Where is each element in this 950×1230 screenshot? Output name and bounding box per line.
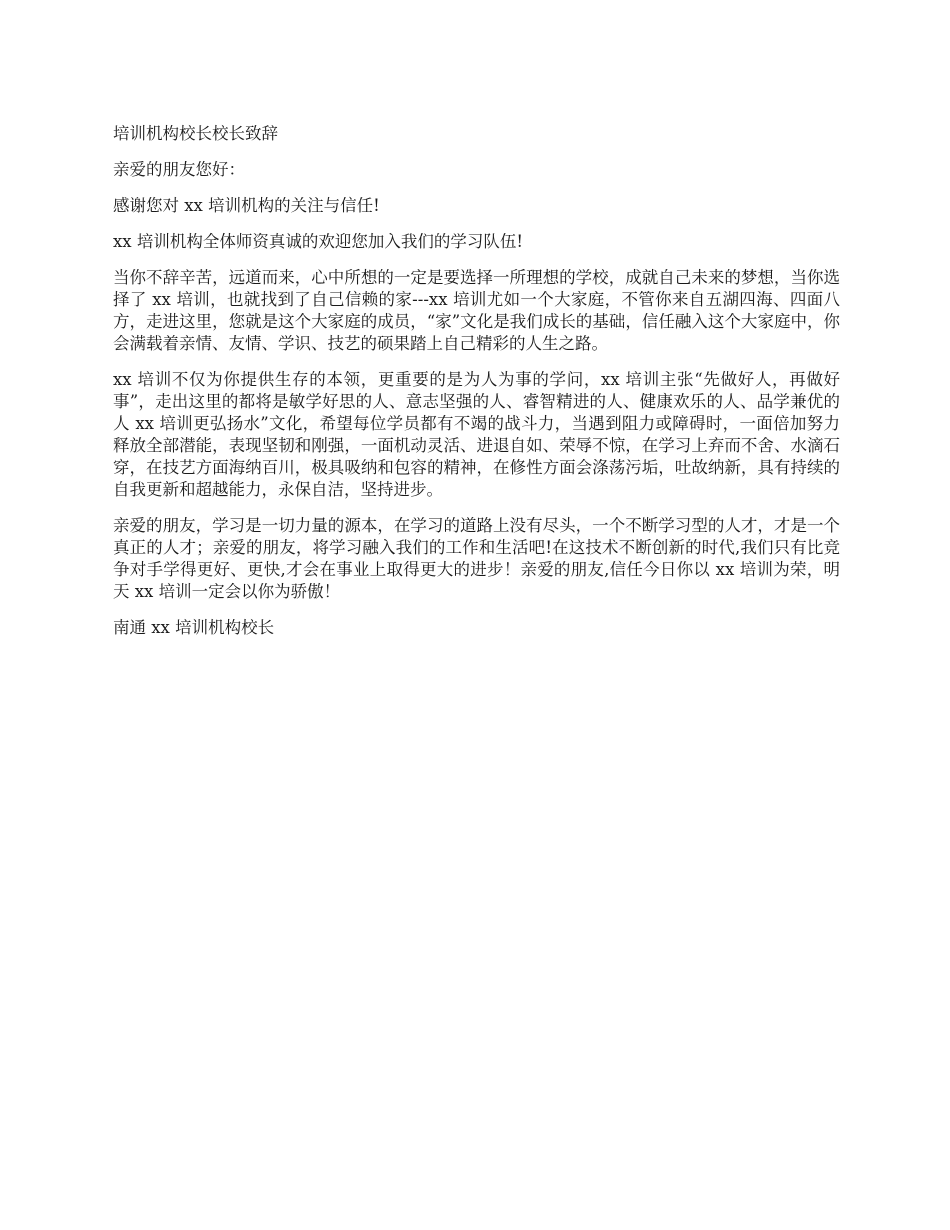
welcome-line: xx 培训机构全体师资真诚的欢迎您加入我们的学习队伍! [113, 232, 523, 251]
greeting: 亲爱的朋友您好： [113, 160, 245, 179]
thanks-line: 感谢您对 xx 培训机构的关注与信任! [113, 196, 380, 215]
body-paragraph-2: xx 培训不仅为你提供生存的本领，更重要的是为人为事的学问，xx 培训主张“先做好人，再做好事”，走出这里的都将是敏学好思的人、意志坚强的人、睿智精进的人、健康欢乐的人、品学兼优的人 xx 培训更弘扬水”文化，希望每位学员都有不竭的战斗力，当遇到阻力或障碍时，一面倍加努力释放全部潜能，表现坚韧和刚强，一面机动灵活、进退自如、荣辱不惊，在学习上弃而不舍、水滴石穿，在技艺方面海纳百川，极具吸纳和包容的精神，在修性方面会涤荡污垢，吐故纳新，具有持续的自我更新和超越能力，永保自洁，坚持进步。 [113, 370, 840, 499]
document-page [113, 123, 840, 653]
signature: 南通 xx 培训机构校长 [113, 618, 275, 637]
body-paragraph-3: 亲爱的朋友，学习是一切力量的源本，在学习的道路上没有尽头，一个不断学习型的人才，才是一个真正的人才；亲爱的朋友，将学习融入我们的工作和生活吧!在这技术不断创新的时代,我们只有比竞争对手学得更好、更快,才会在事业上取得更大的进步！亲爱的朋友,信任今日你以 xx 培训为荣，明天 xx 培训一定会以你为骄傲！ [113, 516, 840, 601]
body-paragraph-1: 当你不辞辛苦，远道而来，心中所想的一定是要选择一所理想的学校，成就自己未来的梦想，当你选择了 xx 培训，也就找到了自己信赖的家---xx 培训尤如一个大家庭，不管你来自五湖四海、四面八方，走进这里，您就是这个大家庭的成员，“家”文化是我们成长的基础，信任融入这个大家庭中，你会满载着亲情、友情、学识、技艺的硕果踏上自己精彩的人生之路。 [113, 268, 840, 353]
document-title: 培训机构校长校长致辞 [113, 124, 278, 143]
